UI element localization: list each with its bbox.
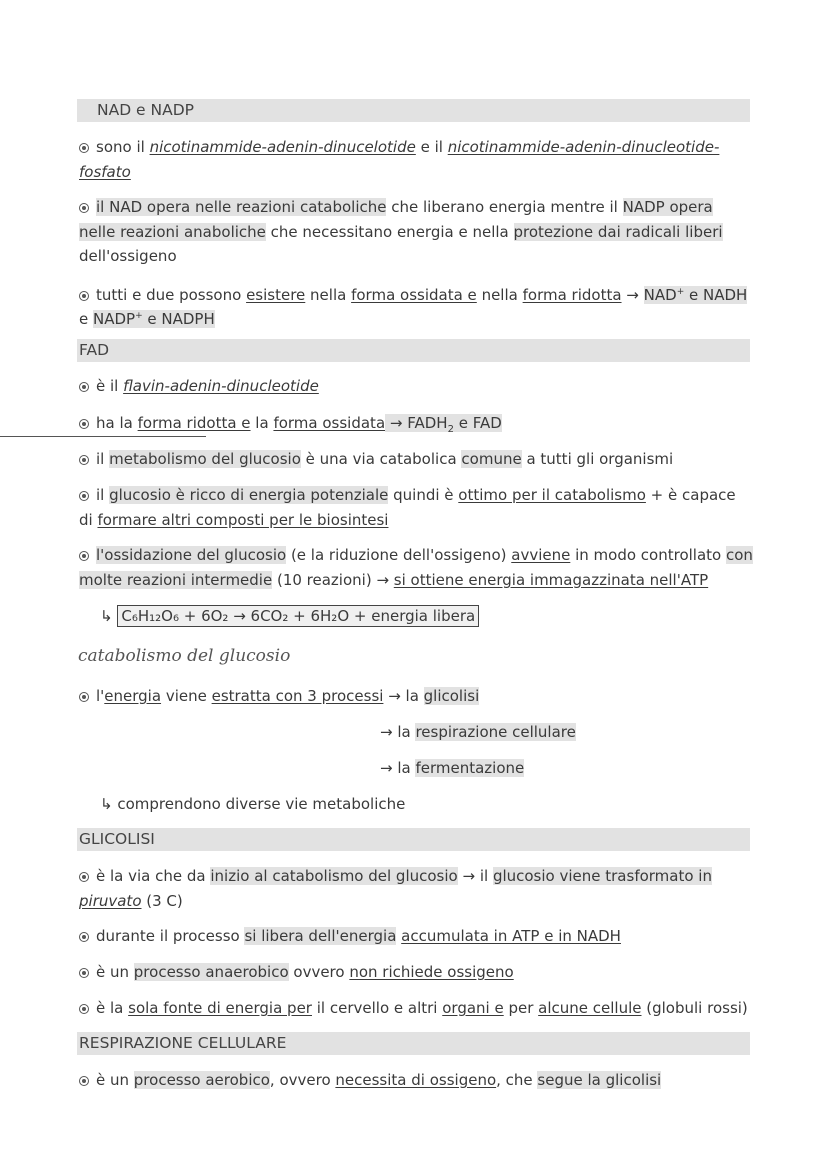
text: molte reazioni intermedie (79, 571, 273, 589)
section-header-glicolisi (77, 828, 750, 851)
list-item (79, 866, 712, 886)
list-item (79, 545, 753, 565)
text: si libera dell'energia (244, 927, 397, 945)
list-item (79, 376, 319, 396)
text: sola fonte di energia per (128, 999, 312, 1017)
text: NADP opera (622, 198, 713, 216)
text: → la (380, 759, 416, 777)
text: necessita di ossigeno (335, 1071, 497, 1089)
text: il cervello e altri (311, 999, 443, 1017)
text: e NADH (684, 286, 748, 304)
text: con (725, 546, 753, 564)
text: nicotinammide-adenin-dinucelotide (149, 138, 416, 156)
list-item (79, 962, 514, 982)
text: piruvato (79, 892, 142, 910)
bullet-icon (79, 419, 89, 429)
bullet-icon (79, 692, 89, 702)
margin-rule (0, 436, 206, 437)
text: è la (96, 999, 129, 1017)
list-item-cont (79, 162, 131, 182)
text: in modo controllato (570, 546, 726, 564)
bullet-icon (79, 291, 89, 301)
text: NAD (643, 286, 677, 304)
text: segue la glicolisi (537, 1071, 662, 1089)
list-item-cont (79, 891, 183, 911)
list-item (79, 449, 673, 469)
list-item-cont (79, 510, 388, 530)
text: glicolisi (423, 687, 480, 705)
bullet-icon (79, 455, 89, 465)
text: protezione dai radicali liberi (513, 223, 723, 241)
text: dell'ossigeno (79, 247, 177, 265)
text: il NAD opera nelle reazioni cataboliche (96, 198, 387, 216)
text: la (250, 414, 274, 432)
bullet-icon (79, 932, 89, 942)
text: glucosio viene trasformato in (492, 867, 712, 885)
text: il (96, 450, 110, 468)
text: è una via catabolica (300, 450, 462, 468)
text: si ottiene energia immagazzinata nell'ATP (393, 571, 709, 589)
text: e (79, 310, 93, 328)
text: forma ridotta (522, 286, 622, 304)
list-item (79, 686, 479, 706)
text: ottimo per il catabolismo (458, 486, 646, 504)
text: glucosio è ricco di energia potenziale (109, 486, 389, 504)
text: → il (457, 867, 493, 885)
list-item-cont: e NADP+ e NADPH (79, 310, 215, 328)
page-subtitle: catabolismo del glucosio (78, 646, 291, 666)
text: (3 C) (141, 892, 183, 910)
text: accumulata in ATP e in NADH (401, 927, 621, 945)
bullet-icon (79, 491, 89, 501)
text: forma ridotta e (137, 414, 251, 432)
text: non richiede ossigeno (349, 963, 514, 981)
bullet-icon (79, 203, 89, 213)
arrow-icon: ↳ (100, 607, 113, 625)
list-item-cont (79, 246, 177, 266)
list-item (79, 137, 719, 157)
text: a tutti gli organismi (521, 450, 674, 468)
equation-row (100, 606, 479, 626)
text: e il (415, 138, 448, 156)
text: che necessitano energia e nella (265, 223, 514, 241)
text: (e la riduzione dell'ossigeno) (286, 546, 512, 564)
text: → la (380, 723, 416, 741)
text: respirazione cellulare (415, 723, 576, 741)
text: il (96, 486, 110, 504)
section-title: GLICOLISI (79, 830, 155, 848)
section-header-respirazione (77, 1032, 750, 1055)
text: (10 reazioni) → (272, 571, 394, 589)
text: nelle reazioni anaboliche (79, 223, 266, 241)
text: → la (383, 687, 424, 705)
text: e NADPH (142, 310, 215, 328)
text: di (79, 511, 98, 529)
bullet-icon (79, 1076, 89, 1086)
text: metabolismo del glucosio (109, 450, 301, 468)
text: tutti e due possono (96, 286, 247, 304)
text: alcune cellule (538, 999, 642, 1017)
list-item-cont (380, 758, 524, 778)
text: ha la (96, 414, 138, 432)
bullet-icon (79, 143, 89, 153)
text: sono il (96, 138, 150, 156)
text: e FAD (453, 414, 502, 432)
text: estratta con 3 processi (211, 687, 384, 705)
text: fosfato (79, 163, 131, 181)
list-item-cont (380, 722, 576, 742)
list-item: tutti e due possono esistere nella forma ossidata e nella forma ridotta → NAD+ e NADH (79, 282, 747, 305)
text: flavin-adenin-dinucleotide (123, 377, 319, 395)
text: comune (461, 450, 522, 468)
text: nicotinammide-adenin-dinucleotide- (447, 138, 720, 156)
section-header-nad (77, 99, 750, 122)
text: energia (104, 687, 162, 705)
list-item-cont (79, 570, 708, 590)
bullet-icon (79, 968, 89, 978)
list-item (79, 197, 713, 217)
list-item (79, 1070, 661, 1090)
list-item-cont (79, 222, 723, 242)
text: → FADH (385, 414, 448, 432)
text: che liberano energia mentre il (386, 198, 623, 216)
text: è il (96, 377, 124, 395)
section-title: RESPIRAZIONE CELLULARE (79, 1034, 287, 1052)
text: forma ossidata (273, 414, 386, 432)
section-header-fad (77, 339, 750, 362)
bullet-icon (79, 872, 89, 882)
text: , ovvero (269, 1071, 336, 1089)
text: fermentazione (415, 759, 525, 777)
text: organi e (442, 999, 504, 1017)
bullet-icon (79, 551, 89, 561)
section-title: NAD e NADP (97, 101, 195, 119)
text: esistere (246, 286, 306, 304)
note: ↳ comprendono diverse vie metaboliche (100, 795, 406, 813)
text: l' (96, 687, 105, 705)
text: (globuli rossi) (641, 999, 748, 1017)
text: ovvero (288, 963, 350, 981)
text: avviene (511, 546, 571, 564)
bullet-icon (79, 382, 89, 392)
text: NADP (93, 310, 136, 328)
list-item (79, 926, 621, 946)
equation-box: C₆H₁₂O₆ + 6O₂ → 6CO₂ + 6H₂O + energia libera (117, 605, 479, 627)
text: quindi è (388, 486, 459, 504)
text: durante il processo (96, 927, 245, 945)
text: processo aerobico (133, 1071, 270, 1089)
text: nella (476, 286, 523, 304)
text: è un (96, 963, 134, 981)
text: inizio al catabolismo del glucosio (210, 867, 458, 885)
text: processo anaerobico (133, 963, 289, 981)
text: è un (96, 1071, 134, 1089)
text: 2 (447, 424, 454, 435)
text: l'ossidazione del glucosio (96, 546, 287, 564)
section-title: FAD (79, 341, 110, 359)
text: è la via che da (96, 867, 211, 885)
text: per (503, 999, 539, 1017)
text: forma ossidata e (351, 286, 477, 304)
text: nella (305, 286, 352, 304)
text: viene (161, 687, 212, 705)
text: + è capace (645, 486, 736, 504)
bullet-icon (79, 1004, 89, 1014)
text: → (621, 286, 644, 304)
list-item (79, 998, 748, 1018)
text: formare altri composti per le biosintesi (97, 511, 389, 529)
list-item (79, 485, 736, 505)
text: , che (496, 1071, 538, 1089)
